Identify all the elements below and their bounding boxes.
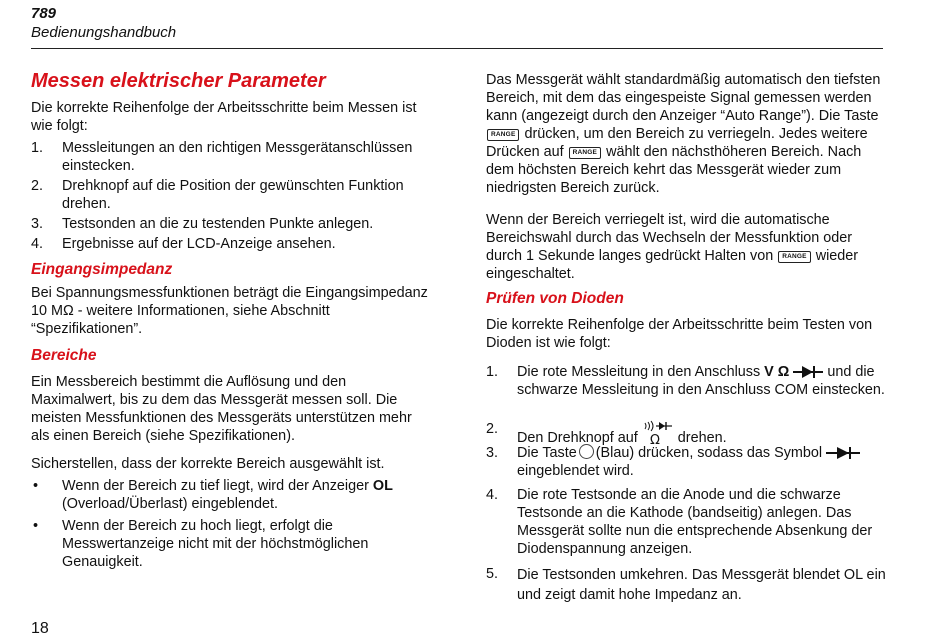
manual-title: Bedienungshandbuch <box>31 24 177 41</box>
step-text: Testsonden an die zu testenden Punkte anlegen. <box>62 216 374 232</box>
diode-icon <box>826 446 860 460</box>
step-number: 3. <box>31 216 44 232</box>
step-number: 4. <box>31 236 44 252</box>
step-text: Die rote Messleitung in den Anschluss V Ω und die schwarze Messleitung in den Anschluss COM einstecken. <box>517 364 885 398</box>
bullet-text: Wenn der Bereich zu tief liegt, wird der Anzeiger OL (Overload/Überlast) eingeblendet. <box>62 478 393 512</box>
step-number: 1. <box>486 364 499 380</box>
bullet-dot: • <box>33 518 39 534</box>
step-text: Die Testsonden umkehren. Das Messgerät blendet OL ein und zeigt damit hohe Impedanz an. <box>517 567 886 603</box>
step-number: 4. <box>486 487 499 503</box>
range-key-icon: RANGE <box>778 251 810 263</box>
page-number: 18 <box>31 620 49 637</box>
ranges-check-paragraph: Sicherstellen, dass der korrekte Bereich ausgewählt ist. <box>31 456 385 472</box>
diode-icon <box>793 365 823 379</box>
overload-indicator: OL <box>372 478 393 494</box>
ranges-paragraph: Ein Messbereich bestimmt die Auflösung und den Maximalwert, bis zu dem das Messgerät messen soll. Die meisten Messfunktionen des Messgeräts unterstützen mehr als einen Bereich (siehe Spezifikationen). <box>31 374 412 444</box>
continuity-diode-ohm-icon <box>642 420 674 446</box>
subsection-title-ranges: Bereiche <box>31 347 97 364</box>
range-lock-paragraph: Wenn der Bereich verriegelt ist, wird die automatische Bereichswahl durch das Wechseln der Messfunktion oder durch 1 Sekunde langes gedrückt Halten von RANGE wieder eingeschaltet. <box>486 212 859 282</box>
subsection-title-impedance: Eingangsimpedanz <box>31 261 173 278</box>
step-number: 5. <box>486 566 499 582</box>
svg-text:Ω: Ω <box>649 433 660 446</box>
step-text: Die Taste (Blau) drücken, sodass das Symbol eingeblendet wird. <box>517 444 887 480</box>
step-number: 2. <box>486 421 499 437</box>
range-key-icon: RANGE <box>487 129 519 141</box>
bullet-dot: • <box>33 478 39 494</box>
blue-button-icon <box>579 444 594 459</box>
step-text: Die rote Testsonde an die Anode und die schwarze Testsonde an die Kathode (bandseitig) anlegen. Das Messgerät sollte nun die entsprechende Absenkung der Diodenspannung anzeigen. <box>517 487 873 557</box>
step-text: Messleitungen an den richtigen Messgerätanschlüssen einstecken. <box>62 140 413 174</box>
volt-ohm-terminal-label: V Ω <box>764 364 790 380</box>
section-title: Messen elektrischer Parameter <box>31 70 326 92</box>
step-text: Drehknopf auf die Position der gewünschten Funktion drehen. <box>62 178 404 212</box>
step-number: 1. <box>31 140 44 156</box>
header-divider <box>31 48 883 49</box>
diode-intro-paragraph: Die korrekte Reihenfolge der Arbeitsschritte beim Testen von Dioden ist wie folgt: <box>486 317 873 351</box>
model-number: 789 <box>31 5 57 22</box>
bullet-text: Wenn der Bereich zu hoch liegt, erfolgt die Messwertanzeige nicht mit der höchstmöglichen Genauigkeit. <box>62 518 369 570</box>
impedance-paragraph: Bei Spannungsmessfunktionen beträgt die Eingangsimpedanz 10 MΩ - weitere Informationen, siehe Abschnitt “Spezifikationen”. <box>31 285 428 337</box>
range-key-icon: RANGE <box>569 147 601 159</box>
autorange-paragraph: Das Messgerät wählt standardmäßig automatisch den tiefsten Bereich, mit dem das eingespeiste Signal gemessen werden kann (angezeigt durch den Anzeiger “Auto Range”). Die Taste RANGE drücken, um den Bereich zu verriegeln. Jedes weitere Drücken auf RANGE wählt den nächsthöheren Bereich. Nach dem höchsten Bereich kehrt das Messgerät wieder zum niedrigsten Bereich zurück. <box>486 72 881 196</box>
step-text: Ergebnisse auf der LCD-Anzeige ansehen. <box>62 236 336 252</box>
step-number: 3. <box>486 445 499 461</box>
intro-paragraph: Die korrekte Reihenfolge der Arbeitsschritte beim Messen ist wie folgt: <box>31 100 417 134</box>
step-text: Den Drehknopf auf Ω drehen. <box>517 420 887 447</box>
step-number: 2. <box>31 178 44 194</box>
subsection-title-diodes: Prüfen von Dioden <box>486 290 624 307</box>
